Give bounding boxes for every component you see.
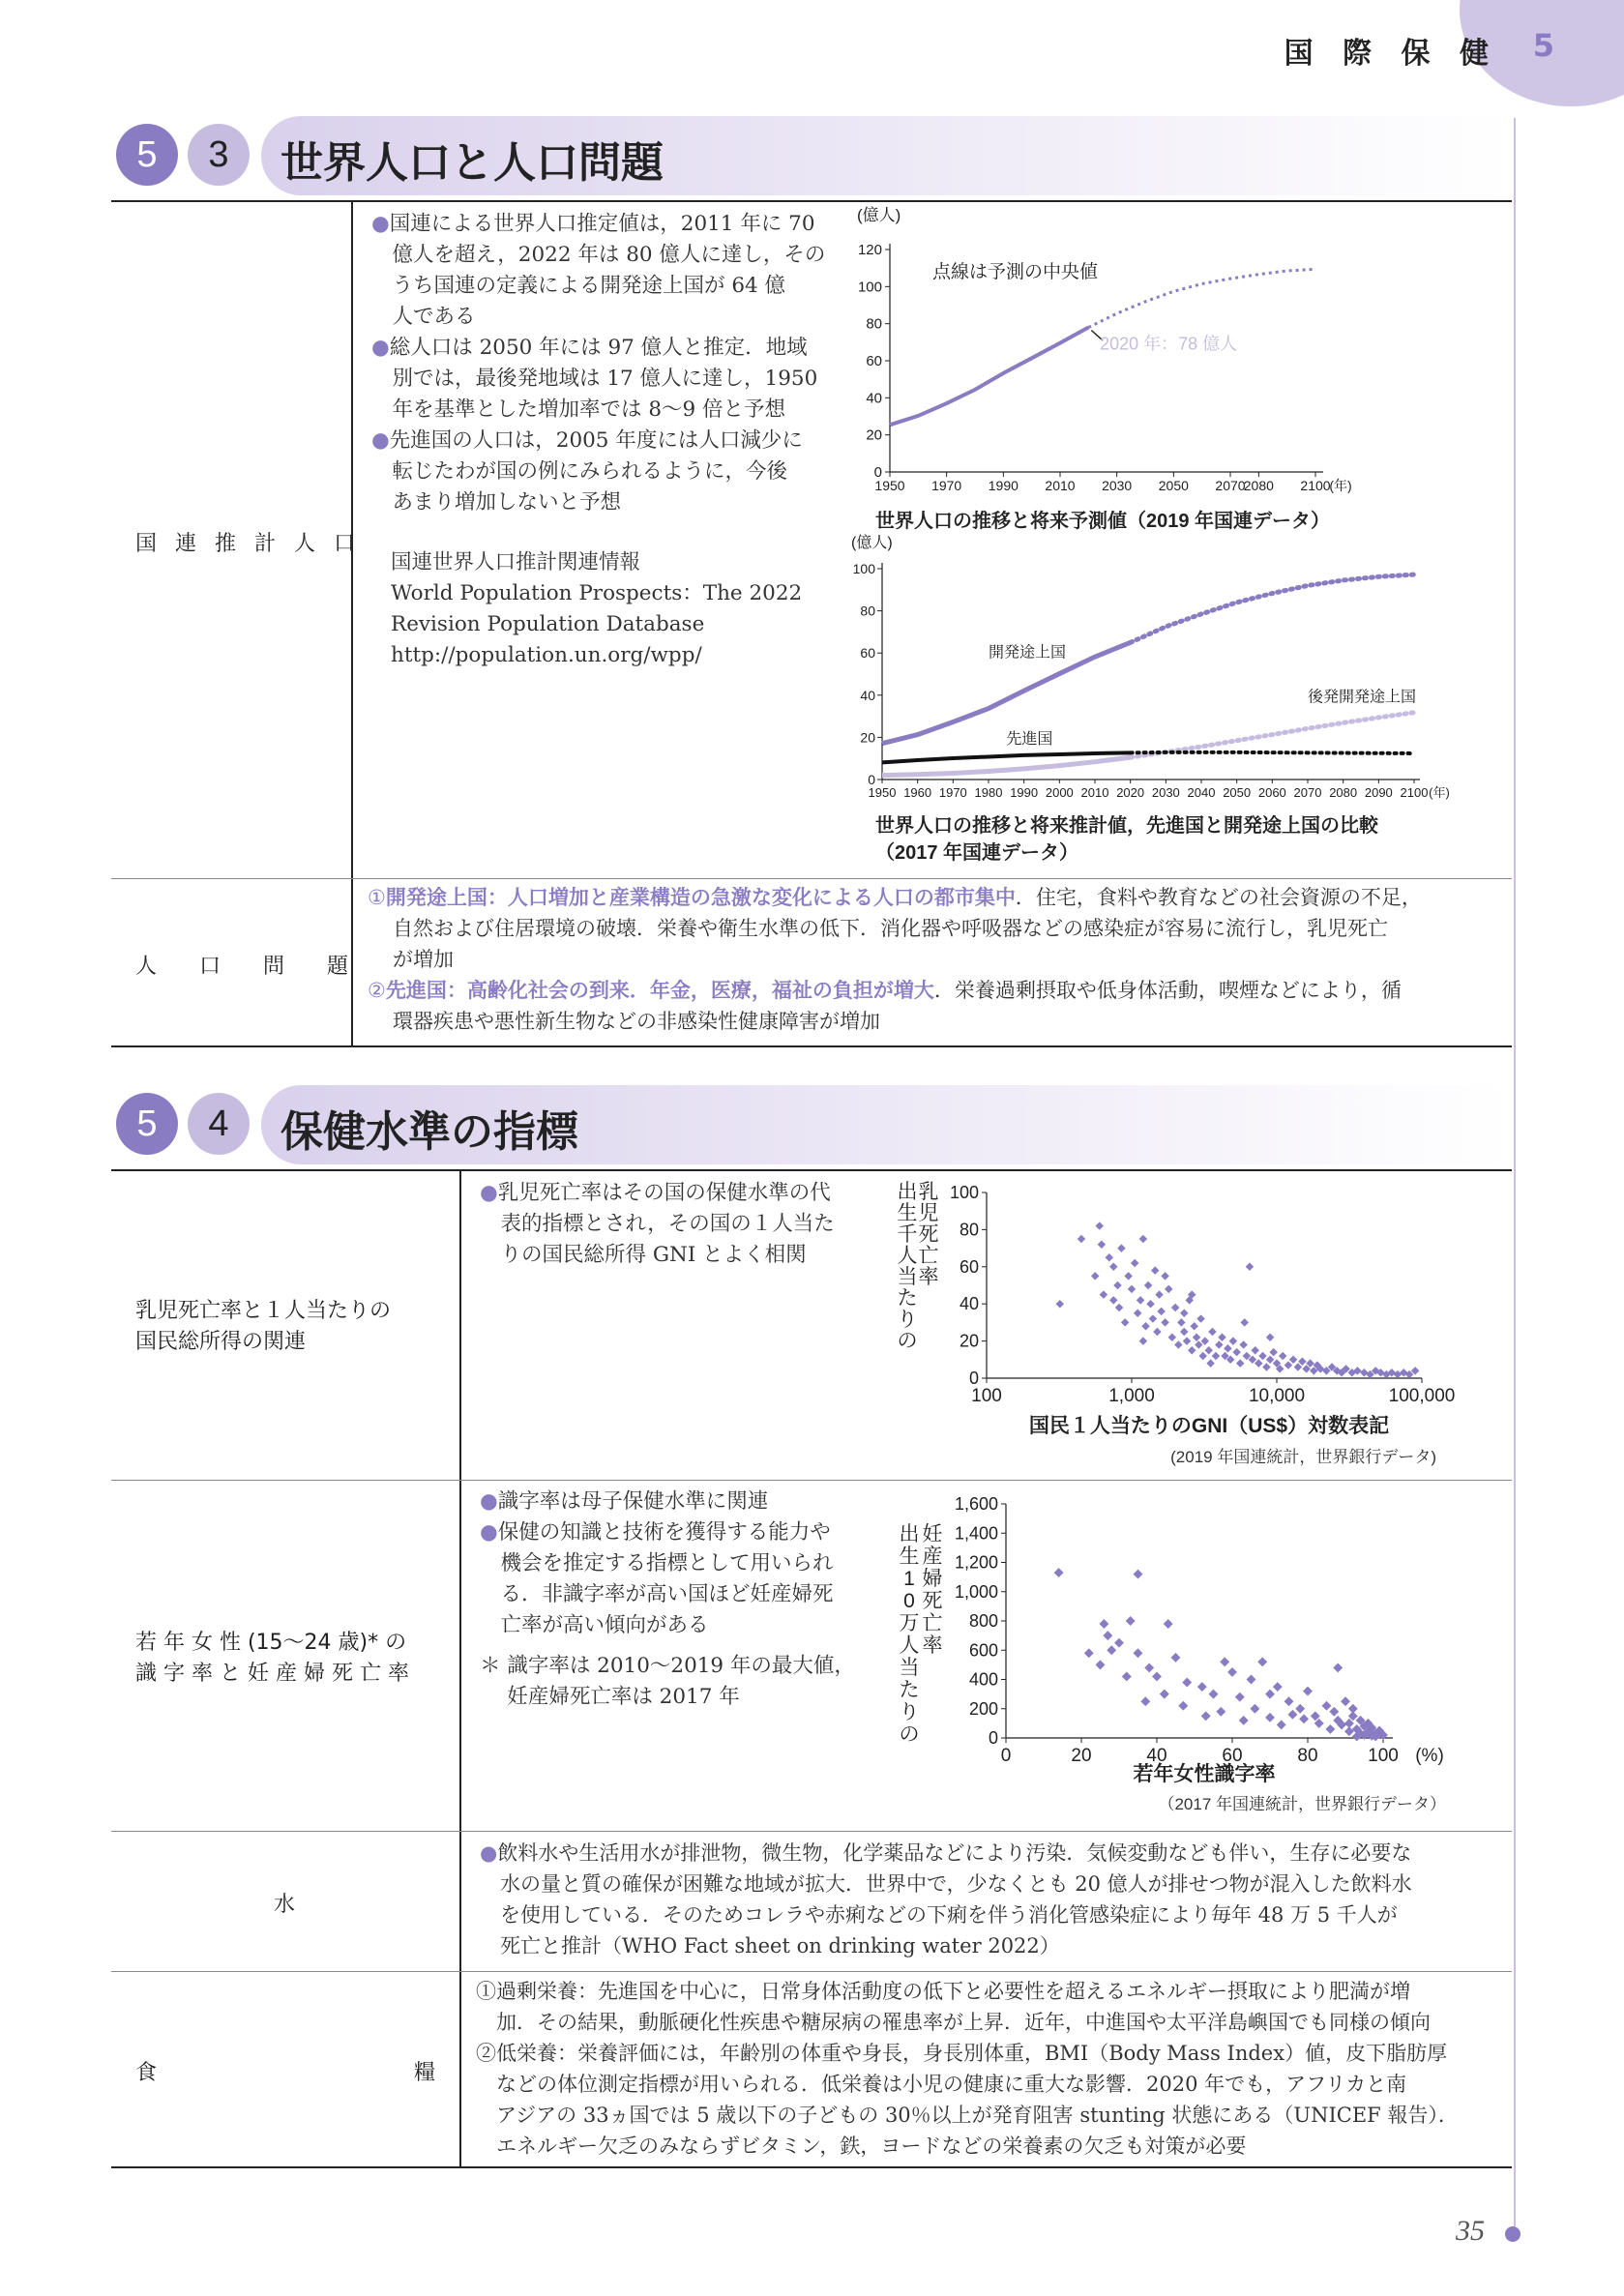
scatter-point bbox=[1341, 1696, 1350, 1706]
x-tick-label: 2020 bbox=[1116, 785, 1145, 800]
scatter-point bbox=[1113, 1281, 1121, 1289]
y-axis-label-char: 生 bbox=[899, 1545, 920, 1568]
food-text: ①過剰栄養：先進国を中心に，日常身体活動度の低下と必要性を超えるエネルギー摂取により肥満が増 加．その結果，動脈硬化性疾患や糖尿病の罹患率が上昇．近年，中進国や太平洋島嶼国でも同様の傾向 ②低栄養：栄養評価には，年齢別の体重や身長，身長別体重，BMI（Body Mass Index）値，皮下脂肪厚 などの体位測定指標が用いられる．低栄養は小児の健康に重大な影響．2020 年でも，アフリカと南 アジアの 33ヵ国では 5 歳以下の子どもの 30％以上が発育阻害 stunting 状態にある（UNICEF 報告）． エネルギー欠乏のみならずビタミン，鉄，ヨードなどの栄養素の欠乏も対策が必要 bbox=[476, 1980, 1459, 2158]
row-label-food-a: 食 bbox=[135, 2061, 158, 2085]
scatter-point bbox=[1208, 1328, 1216, 1336]
un-wpp-link[interactable]: http://population.un.org/wpp/ bbox=[391, 643, 702, 667]
x-tick-label: 1,000 bbox=[1108, 1386, 1155, 1406]
scatter-point bbox=[1144, 1281, 1152, 1289]
y-axis-label-char: 乳 bbox=[918, 1181, 939, 1203]
scatter-point bbox=[1149, 1314, 1157, 1322]
scatter-point bbox=[1329, 1707, 1339, 1717]
scatter-point bbox=[1299, 1714, 1309, 1723]
scatter-point bbox=[1348, 1704, 1358, 1714]
scatter-point bbox=[1054, 1568, 1064, 1577]
scatter-point bbox=[1216, 1707, 1225, 1717]
scatter-point bbox=[1303, 1687, 1313, 1696]
scatter-point bbox=[1201, 1337, 1209, 1344]
y-axis-label-char: 亡 bbox=[922, 1612, 943, 1634]
series-actual-line bbox=[890, 328, 1088, 426]
scatter-point bbox=[1277, 1720, 1286, 1729]
scatter-point bbox=[1333, 1663, 1343, 1672]
x-tick-label: 1970 bbox=[931, 478, 962, 493]
scatter-point bbox=[1157, 1308, 1165, 1315]
table-bottom-rule bbox=[111, 1045, 1512, 1047]
y-tick-label: 60 bbox=[959, 1256, 979, 1277]
literacy-text: ●識字率は母子保健水準に関連 ●保健の知識と技術を獲得する能力や 機会を推定する指標として用いられ る．非識字率が高い国ほど妊産婦死 亡率が高い傾向がある ＊ 識字率は 2010～2019 年の最大値， 妊産婦死亡率は 2017 年 bbox=[480, 1489, 855, 1709]
y-axis-label-char: 0 bbox=[903, 1590, 915, 1612]
table-top-rule bbox=[111, 200, 1512, 202]
scatter-point bbox=[1298, 1357, 1306, 1365]
y-tick-label: 0 bbox=[988, 1728, 998, 1748]
table-bottom-rule bbox=[111, 2166, 1512, 2168]
scatter-point bbox=[1294, 1363, 1302, 1370]
scatter-point bbox=[1161, 1318, 1168, 1326]
scatter-point bbox=[1289, 1356, 1297, 1364]
un-info-block: 国連世界人口推計関連情報 World Population Prospects：The 2022 Revision Population Database http://population.un.org/wpp/ bbox=[391, 547, 845, 671]
scatter-point bbox=[1180, 1310, 1188, 1317]
scatter-point bbox=[1095, 1222, 1103, 1229]
chart-annotation: 点線は予測の中央値 bbox=[932, 261, 1099, 282]
scatter-point bbox=[1235, 1693, 1245, 1702]
chart-world-population-2019 bbox=[851, 203, 1393, 532]
scatter-point bbox=[1152, 1672, 1162, 1682]
x-tick-label: 100,000 bbox=[1388, 1386, 1456, 1406]
series-projection-開発途上国 bbox=[1131, 574, 1414, 642]
x-tick-label: 2030 bbox=[1151, 785, 1180, 800]
y-tick-label: 40 bbox=[860, 687, 875, 703]
x-tick-label: 2070 bbox=[1215, 478, 1246, 493]
y-axis-label-char: 率 bbox=[922, 1634, 943, 1657]
chart-title: 国民１人当たりのGNI（US$）対数表記 bbox=[1028, 1415, 1390, 1437]
section-number-major: 5 bbox=[116, 124, 178, 186]
y-axis-label-char: の bbox=[897, 1330, 918, 1352]
y-axis-label-char: り bbox=[897, 1309, 918, 1331]
scatter-point bbox=[1078, 1235, 1085, 1243]
scatter-point bbox=[1287, 1710, 1297, 1720]
chart-developed-vs-developing bbox=[851, 530, 1490, 878]
callout-label: 2020 年：78 億人 bbox=[1100, 334, 1238, 354]
scatter-point bbox=[1227, 1667, 1237, 1677]
y-tick-label: 1,200 bbox=[954, 1552, 998, 1573]
scatter-point bbox=[1265, 1713, 1275, 1722]
scatter-point bbox=[1197, 1682, 1207, 1692]
scatter-point bbox=[1140, 1696, 1150, 1706]
scatter-point bbox=[1153, 1328, 1161, 1336]
scatter-point bbox=[1265, 1690, 1275, 1699]
scatter-point bbox=[1177, 1318, 1185, 1326]
chart-source: (2019 年国連統計，世界銀行データ) bbox=[1170, 1448, 1436, 1466]
page-dot bbox=[1505, 2226, 1521, 2242]
y-tick-label: 80 bbox=[959, 1220, 979, 1240]
scatter-point bbox=[1107, 1645, 1116, 1655]
bullet-item: ●総人口は 2050 年には 97 億人と推定．地域 別では，最後発地域は 17 億人に達し，1950 年を基準とした増加率では 8～9 倍と予想 bbox=[371, 336, 818, 422]
y-tick-label: 0 bbox=[873, 464, 882, 481]
y-tick-label: 600 bbox=[968, 1640, 998, 1661]
scatter-point bbox=[1239, 1716, 1249, 1725]
x-tick-label: 0 bbox=[1000, 1746, 1012, 1766]
scatter-point bbox=[1134, 1310, 1141, 1317]
x-tick-label: 1950 bbox=[874, 478, 905, 493]
x-tick-label: 2010 bbox=[1045, 478, 1076, 493]
scatter-point bbox=[1236, 1359, 1244, 1367]
scatter-point bbox=[1114, 1638, 1124, 1648]
x-tick-label: 100 bbox=[971, 1386, 1002, 1406]
scatter-point bbox=[1115, 1304, 1123, 1311]
x-tick-label: 80 bbox=[1297, 1746, 1318, 1766]
x-tick-label: 1990 bbox=[988, 478, 1019, 493]
scatter-point bbox=[1188, 1346, 1196, 1354]
y-axis-label-char: 出 bbox=[899, 1523, 920, 1545]
y-tick-label: 100 bbox=[852, 561, 875, 576]
scatter-point bbox=[1122, 1672, 1132, 1682]
chart-subtitle: （2017 年国連データ） bbox=[875, 842, 1079, 864]
scatter-point bbox=[1168, 1334, 1176, 1341]
scatter-point bbox=[1322, 1701, 1332, 1711]
section-number-minor: 3 bbox=[188, 124, 250, 186]
scatter-point bbox=[1134, 1570, 1143, 1579]
chart-title: 世界人口の推移と将来推計値，先進国と開発途上国の比較 bbox=[875, 815, 1378, 837]
row-label-literacy-mmr: 若 年 女 性 (15～24 歳)* の 識 字 率 と 妊 産 婦 死 亡 率 bbox=[135, 1631, 409, 1686]
scatter-point bbox=[1273, 1682, 1283, 1692]
scatter-point bbox=[1183, 1337, 1191, 1344]
scatter-point bbox=[1220, 1657, 1229, 1666]
x-tick-label: 20 bbox=[1071, 1746, 1092, 1766]
y-tick-label: 0 bbox=[868, 772, 875, 787]
scatter-point bbox=[1155, 1290, 1163, 1298]
scatter-point bbox=[1240, 1318, 1248, 1326]
y-tick-label: 100 bbox=[949, 1183, 979, 1202]
scatter-point bbox=[1164, 1619, 1173, 1629]
y-axis-label-char: 児 bbox=[918, 1202, 939, 1224]
y-axis-label-char: 産 bbox=[922, 1545, 943, 1568]
scatter-point bbox=[1198, 1352, 1206, 1360]
y-axis-label-char: 率 bbox=[918, 1266, 939, 1288]
y-tick-label: 80 bbox=[866, 315, 882, 333]
scatter-point bbox=[1141, 1322, 1149, 1330]
scatter-point bbox=[1099, 1619, 1108, 1629]
scatter-point bbox=[1262, 1363, 1270, 1370]
table-column-divider bbox=[351, 201, 353, 1046]
scatter-point bbox=[1096, 1660, 1106, 1669]
scatter-point bbox=[1161, 1272, 1168, 1280]
chart-title: 若年女性識字率 bbox=[1133, 1763, 1276, 1785]
x-tick-label: 1990 bbox=[1010, 785, 1039, 800]
y-tick-label: 20 bbox=[860, 729, 875, 746]
scatter-point bbox=[1056, 1300, 1064, 1308]
y-tick-label: 0 bbox=[968, 1369, 979, 1388]
scatter-point bbox=[1178, 1701, 1188, 1711]
y-axis-label-char: た bbox=[897, 1287, 918, 1310]
scatter-point bbox=[1247, 1675, 1256, 1685]
table-top-rule bbox=[111, 1169, 1512, 1171]
y-tick-label: 120 bbox=[857, 242, 882, 258]
chapter-number: 5 bbox=[1532, 27, 1554, 64]
legend-developing: 開発途上国 bbox=[989, 644, 1067, 662]
scatter-point bbox=[1098, 1241, 1106, 1249]
row-divider bbox=[111, 878, 1512, 879]
scatter-point bbox=[1106, 1253, 1113, 1261]
row-divider bbox=[111, 1480, 1512, 1481]
y-axis-label-char: の bbox=[899, 1723, 920, 1746]
x-tick-label: 100 bbox=[1368, 1746, 1399, 1766]
scatter-point bbox=[1139, 1235, 1147, 1243]
page-number: 35 bbox=[1456, 2215, 1485, 2247]
y-axis-label-char: 妊 bbox=[922, 1523, 943, 1545]
water-text: ●飲料水や生活用水が排泄物，微生物，化学薬品などにより汚染．気候変動なども伴い，生存に必要な 水の量と質の確保が困難な地域が拡大．世界中で，少なくとも 20 億人が排せつ物が混入した飲料水 を使用している．そのためコレラや赤痢などの下痢を伴う消化管感染症により毎年 48 万 5 千人が 死亡と推計（WHO Fact sheet on drinking water 2022） bbox=[480, 1841, 1412, 1957]
scatter-point bbox=[1195, 1340, 1202, 1348]
x-axis-unit: (%) bbox=[1415, 1746, 1444, 1766]
scatter-point bbox=[1171, 1653, 1181, 1663]
scatter-point bbox=[1124, 1272, 1132, 1280]
bullet-item: ●先進国の人口は，2005 年度には人口減少に 転じたわが国の例にみられるように，今後 あまり増加しないと予想 bbox=[371, 428, 803, 515]
series-projection-先進国 bbox=[1131, 752, 1414, 753]
population-problem-text: ①開発途上国：人口増加と産業構造の急激な変化による人口の都市集中．住宅，食料や教育などの社会資源の不足， 自然および住居環境の破壊．栄養や衛生水準の低下．消化器や呼吸器などの感染症が容易に流行し，乳児死亡 が増加 ②先進国：高齢化社会の到来．年金，医療，福祉の負担が増大．栄養過剰摂取や低身体活動，喫煙などにより，循 環器疾患や悪性新生物などの非感染性健康障害が増加 bbox=[368, 885, 1422, 1033]
y-axis-label-char: り bbox=[899, 1701, 920, 1723]
scatter-point bbox=[1117, 1244, 1125, 1251]
scatter-point bbox=[1360, 1369, 1368, 1376]
scatter-point bbox=[1190, 1322, 1197, 1330]
section-number-major: 5 bbox=[116, 1093, 178, 1155]
scatter-point bbox=[1193, 1334, 1200, 1341]
scatter-point bbox=[1246, 1263, 1254, 1271]
scatter-point bbox=[1325, 1724, 1335, 1734]
scatter-point bbox=[1139, 1337, 1147, 1344]
scatter-point bbox=[1266, 1334, 1274, 1341]
y-tick-label: 40 bbox=[959, 1294, 979, 1314]
row-divider bbox=[111, 1831, 1512, 1832]
x-tick-label: 2100 bbox=[1300, 478, 1331, 493]
scatter-point bbox=[1251, 1346, 1258, 1354]
scatter-point bbox=[1215, 1340, 1223, 1348]
legend-developed: 先進国 bbox=[1006, 730, 1053, 748]
scatter-point bbox=[1266, 1356, 1274, 1364]
x-axis-unit: (年) bbox=[1329, 478, 1352, 493]
scatter-point bbox=[1239, 1340, 1247, 1348]
y-tick-label: 200 bbox=[968, 1698, 998, 1719]
bullet-item: ●国連による世界人口推定値は，2011 年に 70 億人を超え，2022 年は 80 億人に達し，その うち国連の定義による開発途上国が 64 億 人である bbox=[371, 212, 826, 329]
y-axis-label-char: 生 bbox=[897, 1202, 918, 1224]
y-axis-label-char: 万 bbox=[899, 1612, 920, 1634]
scatter-point bbox=[1084, 1648, 1094, 1658]
scatter-point bbox=[1295, 1704, 1305, 1714]
series-projection-line bbox=[1088, 269, 1315, 327]
scatter-point bbox=[1269, 1348, 1277, 1356]
row-label-imr-gni: 乳児死亡率と１人当たりの 国民総所得の関連 bbox=[135, 1299, 392, 1354]
y-axis-label-char: 亡 bbox=[918, 1245, 939, 1267]
scatter-point bbox=[1229, 1337, 1237, 1344]
row-label-water: 水 bbox=[274, 1893, 296, 1917]
y-tick-label: 100 bbox=[857, 279, 882, 296]
x-tick-label: 1950 bbox=[868, 785, 897, 800]
y-tick-label: 80 bbox=[860, 603, 875, 619]
scatter-point bbox=[1224, 1344, 1231, 1352]
scatter-point bbox=[1212, 1352, 1220, 1360]
x-tick-label: 40 bbox=[1146, 1746, 1167, 1766]
x-tick-label: 1970 bbox=[938, 785, 967, 800]
chart-mmr-vs-literacy bbox=[880, 1485, 1480, 1828]
scatter-point bbox=[1144, 1663, 1154, 1672]
margin-rule bbox=[1514, 118, 1516, 2226]
scatter-point bbox=[1137, 1296, 1144, 1304]
scatter-point bbox=[1091, 1272, 1099, 1280]
y-tick-label: 20 bbox=[959, 1331, 979, 1351]
scatter-point bbox=[1279, 1352, 1286, 1360]
x-tick-label: 1980 bbox=[974, 785, 1003, 800]
x-tick-label: 2100 bbox=[1400, 785, 1429, 800]
row-divider bbox=[111, 1971, 1512, 1972]
chart-title: 世界人口の推移と将来予測値（2019 年国連データ） bbox=[875, 511, 1331, 532]
scatter-point bbox=[1257, 1657, 1267, 1666]
x-tick-label: 2080 bbox=[1243, 478, 1274, 493]
y-axis-unit: (億人) bbox=[857, 206, 901, 224]
y-axis-label-char: 死 bbox=[922, 1590, 943, 1612]
un-bullet-list bbox=[371, 209, 845, 518]
table-column-divider bbox=[459, 1170, 461, 2166]
x-tick-label: 2070 bbox=[1293, 785, 1322, 800]
x-tick-label: 2050 bbox=[1158, 478, 1189, 493]
scatter-point bbox=[1232, 1348, 1240, 1356]
chapter-title: 国 際 保 健 bbox=[1284, 37, 1498, 71]
scatter-point bbox=[1196, 1314, 1204, 1322]
scatter-point bbox=[1126, 1616, 1136, 1626]
y-axis-label-char: 人 bbox=[897, 1245, 918, 1267]
x-tick-label: 1960 bbox=[903, 785, 932, 800]
x-tick-label: 2080 bbox=[1329, 785, 1358, 800]
scatter-point bbox=[1121, 1318, 1129, 1326]
scatter-point bbox=[1180, 1328, 1188, 1336]
y-axis-label-char: 千 bbox=[897, 1223, 918, 1246]
x-tick-label: 2090 bbox=[1364, 785, 1393, 800]
y-axis-label-char: 死 bbox=[918, 1223, 939, 1246]
x-tick-label: 2010 bbox=[1080, 785, 1109, 800]
scatter-point bbox=[1151, 1266, 1159, 1274]
y-axis-label-char: 1 bbox=[903, 1568, 915, 1590]
scatter-point bbox=[1182, 1678, 1192, 1688]
chart-source: （2017 年国連統計，世界銀行データ） bbox=[1158, 1795, 1446, 1813]
y-axis-label-char: 当 bbox=[899, 1657, 920, 1679]
scatter-point bbox=[1134, 1648, 1143, 1658]
x-tick-label: 10,000 bbox=[1248, 1386, 1306, 1406]
scatter-point bbox=[1131, 1259, 1138, 1267]
y-tick-label: 20 bbox=[866, 427, 882, 444]
scatter-point bbox=[1160, 1690, 1169, 1699]
row-label-food-b: 糧 bbox=[414, 2061, 436, 2085]
scatter-point bbox=[1206, 1359, 1214, 1367]
scatter-point bbox=[1218, 1334, 1225, 1341]
scatter-point bbox=[1258, 1352, 1266, 1360]
imr-text: ●乳児死亡率はその国の保健水準の代 表的指標とされ，その国の１人当た りの国民総所得 GNI とよく相関 bbox=[480, 1181, 835, 1267]
scatter-point bbox=[1109, 1263, 1117, 1271]
scatter-point bbox=[1128, 1285, 1136, 1293]
x-tick-label: 2050 bbox=[1223, 785, 1252, 800]
y-tick-label: 1,000 bbox=[954, 1581, 998, 1602]
y-axis-label-char: 婦 bbox=[922, 1568, 943, 1590]
row-label-population-problem: 人 口 問 題 bbox=[135, 955, 349, 979]
y-tick-label: 60 bbox=[860, 645, 875, 662]
scatter-point bbox=[1284, 1361, 1292, 1369]
scatter-point bbox=[1250, 1704, 1259, 1714]
legend-least-developed: 後発開発途上国 bbox=[1308, 689, 1417, 706]
y-tick-label: 1,600 bbox=[954, 1494, 998, 1514]
y-tick-label: 800 bbox=[968, 1611, 998, 1631]
x-tick-label: 2040 bbox=[1187, 785, 1216, 800]
scatter-point bbox=[1103, 1631, 1112, 1640]
y-tick-label: 40 bbox=[866, 390, 882, 407]
scatter-point bbox=[1255, 1359, 1262, 1367]
scatter-point bbox=[1344, 1726, 1354, 1736]
section-title-5-4: 保健水準の指標 bbox=[281, 1107, 578, 1157]
scatter-point bbox=[1109, 1296, 1117, 1304]
x-axis-unit: (年) bbox=[1429, 785, 1450, 800]
y-axis-label-char: 当 bbox=[897, 1266, 918, 1288]
x-tick-label: 60 bbox=[1222, 1746, 1243, 1766]
scatter-point bbox=[1171, 1304, 1179, 1311]
x-tick-label: 2000 bbox=[1045, 785, 1074, 800]
section-title-5-3: 世界人口と人口問題 bbox=[281, 138, 664, 188]
row-label-un-estimate: 国 連 推 計 人 口 bbox=[135, 532, 361, 556]
x-tick-label: 2060 bbox=[1257, 785, 1286, 800]
scatter-point bbox=[1174, 1340, 1182, 1348]
section-number-minor: 4 bbox=[188, 1093, 250, 1155]
scatter-point bbox=[1204, 1346, 1212, 1354]
scatter-point bbox=[1146, 1300, 1154, 1308]
y-tick-label: 400 bbox=[968, 1669, 998, 1690]
scatter-point bbox=[1284, 1696, 1294, 1706]
scatter-point bbox=[1201, 1711, 1211, 1721]
chart-imr-vs-gni bbox=[880, 1175, 1480, 1475]
y-axis-label-char: た bbox=[899, 1679, 920, 1701]
y-axis-unit: (億人) bbox=[851, 535, 893, 551]
y-tick-label: 1,400 bbox=[954, 1523, 998, 1544]
y-axis-label-char: 人 bbox=[899, 1634, 920, 1657]
y-tick-label: 60 bbox=[866, 353, 882, 369]
scatter-point bbox=[1209, 1690, 1219, 1699]
scatter-point bbox=[1100, 1290, 1107, 1298]
y-axis-label-char: 出 bbox=[897, 1181, 918, 1203]
x-tick-label: 2030 bbox=[1102, 478, 1133, 493]
scatter-point bbox=[1165, 1285, 1172, 1293]
